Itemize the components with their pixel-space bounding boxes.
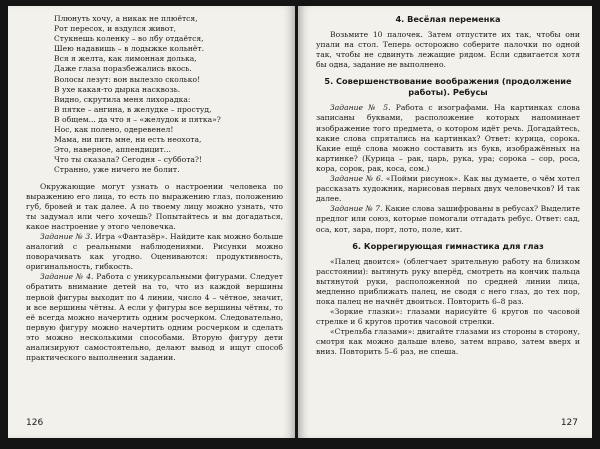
- exercise-finger: «Палец двоится» (облегчает зрительную работу на близком расстоянии): вытянуть руку вперёд, смотреть на кончик пальца вытянутой руки, расположенной по средней линии лица, медленно приближать палец, не сводя с него глаз, до тех пор, пока палец не начнёт двоиться. Повторить 6–8 раз.: [316, 256, 580, 306]
- task-text: «Пойми рисунок». Как вы думаете, о чём хотел рассказать художник, нарисовав первых двух человечков? И так далее.: [316, 174, 580, 204]
- task-4: [26, 272, 283, 363]
- task-label: Задание № 3.: [40, 231, 93, 241]
- task-text: Работа с изографами. На картинках слова записаны буквами, расположение которых напоминает изображение того предмета, о котором идёт речь. Догадайтесь, какие слова спрятались на картинках? Ответ: курица, сорока. Какие ещё слова можно составить из букв, изображённых на картинке? (Курица – рак, царь, рука, ура; сорока – сор, роса, кора, сорок, рак, коса, сом.): [316, 103, 580, 173]
- paragraph-mood: Окружающие могут узнать о настроении человека по выражению его лица, то есть по выражению глаз, положению губ, бровей и так далее. А по твоему лицу можно узнать, что ты задумал или чего хочешь? Попытайтесь и вы догадаться, какое настроение у этого человечка.: [26, 181, 283, 231]
- poem-line: Странно, уже ничего не болит.: [54, 165, 180, 175]
- section-heading: 4. Весёлая переменка: [395, 14, 501, 24]
- task-label: Задание № 7.: [330, 204, 383, 214]
- poem-line: Даже глаза поразбежались вкось.: [54, 64, 192, 74]
- task-7: [316, 204, 580, 234]
- section-heading: 5. Совершенствование воображения (продолжение работы). Ребусы: [324, 76, 572, 98]
- task-6: [316, 174, 580, 204]
- poem-line: Стукнешь коленку – во лбу отдаётся,: [54, 34, 204, 44]
- poem: [26, 14, 283, 176]
- task-text: Работа с уникурсальными фигурами. Следует обратить внимание детей на то, что из каждой вершины первой фигуры выходит по 4 линии, число 4 – чётное, значит, и все вершины чётны. А если у фигуры все вершины чётны, то её всегда можно начертить одним росчерком. Следовательно, первую фигуру можно начертить одним росчерком и сделать это можно несколькими способами. Вторую фигуру дети анализируют самостоятельно, делают вывод и ищут способ практического выполнения задании.: [26, 272, 283, 363]
- task-5: [316, 103, 580, 174]
- poem-line: В общем... да что я – «желудок и пятка»?: [54, 114, 221, 124]
- poem-line: Плюнуть хочу, а никак не плюётся,: [54, 14, 198, 23]
- task-label: Задание № 6.: [330, 174, 384, 184]
- poem-line: Видно, скрутила меня лихорадка:: [54, 94, 191, 104]
- section-heading: 6. Коррегирующая гимнастика для глаз: [352, 240, 544, 251]
- poem-line: Это, наверное, аппендицит...: [54, 145, 171, 155]
- paragraph-sticks: Возьмите 10 палочек. Затем отпустите их так, чтобы они упали на стол. Теперь осторожно соберите палочки по одной так, чтобы не сдвинуть лежащие рядом. Если сдвигается хотя бы одна, задание не выполнено.: [316, 30, 580, 70]
- exercise-eyes-shoot: «Стрельба глазами»: двигайте глазами из стороны в сторону, смотря как можно дальше влево, затем вправо, затем вверх и вниз. Повторить 5–6 раз, не спеша.: [316, 327, 580, 357]
- poem-line: Нос, как полено, одеревенел!: [54, 125, 174, 135]
- poem-line: Что ты сказала? Сегодня – суббота?!: [54, 155, 203, 165]
- task-3: [26, 232, 283, 272]
- poem-line: Вся я желта, как лимонная долька,: [54, 54, 197, 64]
- poem-line: Рот пересох, и вздулся живот,: [54, 24, 176, 34]
- poem-line: Шею надавишь – в лодыжке кольнёт.: [54, 44, 205, 54]
- poem-line: В ухе какая-то дырка насквозь.: [54, 84, 181, 94]
- poem-line: Мама, ни пить мне, ни есть неохота,: [54, 135, 202, 145]
- right-page: [298, 6, 592, 438]
- poem-line: Волосы лезут: вон вылезло сколько!: [54, 74, 201, 84]
- task-label: Задание № 4.: [40, 272, 94, 282]
- exercise-eyes-circles: «Зоркие глазки»: глазами нарисуйте 6 кругов по часовой стрелке и 6 кругов против часовой стрелки.: [316, 307, 580, 327]
- task-text: Какие слова зашифрованы в ребусах? Выделите предлог или союз, которые помогали отгадать ребус. Ответ: сад, оса, кот, зара, порт, лото, поле, кит.: [316, 204, 580, 234]
- page-number: 126: [26, 417, 44, 428]
- poem-line: В пятке – ангина, в желудке – простуд,: [54, 104, 212, 114]
- task-text: Игра «Фантазёр». Найдите как можно больше аналогий с реальными наблюдениями. Рисунки можно поворачивать как угодно. Оцениваются: продуктивность, оригинальность, гибкость.: [26, 231, 283, 272]
- left-page: [8, 6, 295, 438]
- page-number: 127: [560, 417, 578, 428]
- task-label: Задание № 5.: [330, 103, 391, 113]
